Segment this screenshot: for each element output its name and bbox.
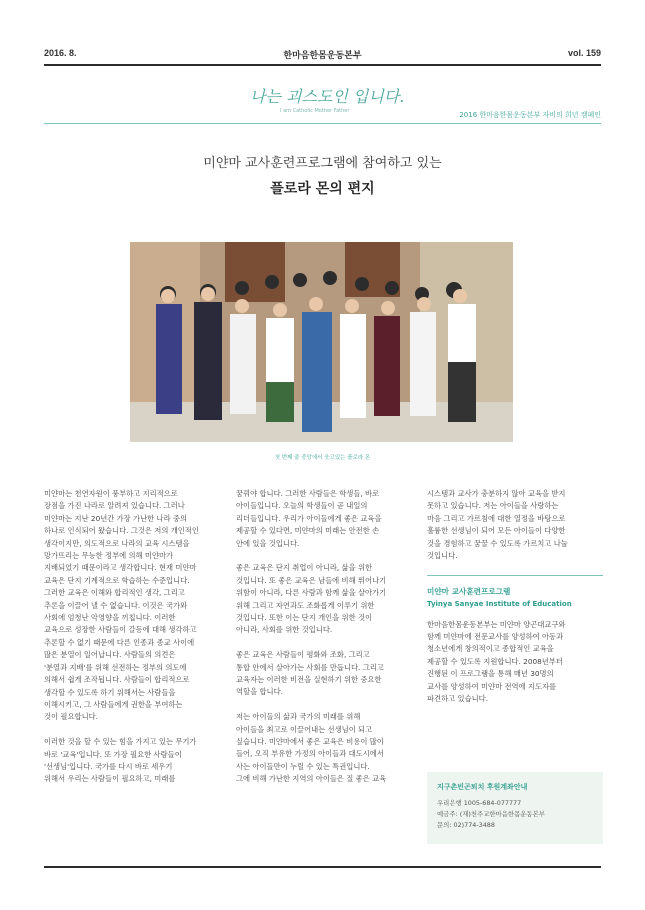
- group-photo-illustration: [130, 242, 513, 442]
- campaign-rule: [44, 123, 601, 124]
- volume-number: vol. 159: [567, 48, 601, 58]
- paragraph: 미얀마는 천연자원이 풍부하고 지리적으로 장점을 가진 나라로 알려져 있습니다. 그러나 미얀마는 지난 20년간 가장 가난한 나라 중의 하나로 인식되어 왔습니다. 그것은 저의 개인적인 생각이지만, 의도적으로 나라의 교육 시스템을 망가뜨리는 무능한 정부에 의해 미얀마가 지배되었기 때문이라고 생각합니다. 현재 미얀마 교육은 단지 기계적으로 학습하는 수준입니다. 그러한 교육은 이해와 합리적인 생각, 그리고 추론을 이끌어 낼 수 없습니다. 이것은 국가와 사회에 엄청난 악영향을 끼칩니다. 이러한 교육으로 성장한 사람들이 갈등에 대해 생각하고 추론할 수 없기 때문에 다른 인종과 종교 사이에 많은 분열이 일어납니다. 사람들의 의견은 '분열과 지배'를 위해 선전하는 정부의 의도에 의해서 쉽게 조작됩니다. 사람들이 합리적으로 생각할 수 있도록 하기 위해서는 사람들을 이해시키고, 그 사람들에게 권한을 부여하는 것이 필요합니다.: [44, 489, 199, 722]
- donation-bank: 우리은행 1005-684-077777: [437, 799, 522, 807]
- header-rule: [44, 64, 601, 66]
- donation-info-box: [427, 772, 603, 844]
- paragraph: 꿈꿔야 합니다. 그러한 사람들은 학생들, 바로 아이들입니다. 오늘의 학생들이 곧 내일의 리더들입니다. 우리가 아이들에게 좋은 교육을 제공할 수 있다면, 미얀마의 미래는 안전한 손 안에 있을 것입니다.: [236, 489, 382, 548]
- logo-subtext: I am Catholic Mother Father: [280, 108, 350, 114]
- paragraph: 시스템과 교사가 충분하지 않아 교육을 받지 못하고 있습니다. 저는 아이들을 사랑하는 마음 그리고 가르침에 대한 열정을 바탕으로 훌륭한 선생님이 되어 모든 아이들이 다양한 것을 경험하고 꿈꿀 수 있도록 가르치고 나눌 것입니다.: [427, 489, 568, 561]
- article-column-1: [44, 488, 222, 798]
- paragraph: 이러한 것을 할 수 있는 힘을 가지고 있는 무기가 바로 '교육'입니다. 또 가장 필요한 사람들이 '선생님'입니다. 국가를 다시 바로 세우기 위해서 우리는 사람들이 필요하고, 미래를: [44, 737, 197, 784]
- campaign-logo: [250, 84, 405, 124]
- section-divider: [427, 575, 603, 576]
- paragraph: 한마음한몸운동본부는 미얀마 양곤대교구와 함께 미얀마에 전문교사를 양성하여 아동과 청소년에게 창의적이고 종합적인 교육을 제공할 수 있도록 지원합니다. 2008년부터 진행된 이 프로그램을 통해 매년 30명의 교사를 양성하여 미얀마 전역에 지도자를 파견하고 있습니다.: [427, 619, 566, 704]
- donation-heading: 지구촌빈곤퇴치 후원계좌안내: [437, 783, 528, 791]
- article-title-line2: 플로라 몬의 편지: [270, 181, 375, 197]
- group-photo: [130, 242, 513, 442]
- paragraph: 좋은 교육은 단지 취업이 아니라, 삶을 위한 것입니다. 또 좋은 교육은 남들에 비해 뛰어나기 위함이 아니라, 다른 사람과 함께 삶을 살아가기 위해 그리고 자연과도 조화롭게 이루기 위한 것입니다. 또한 이는 단지 개인을 위한 것이 아니라, 사회를 위한 것입니다.: [236, 563, 387, 635]
- donation-phone: 문의: 02)774-3488: [437, 821, 495, 829]
- section-heading: 미얀마 교사훈련프로그램: [427, 586, 511, 596]
- paragraph: 저는 아이들의 삶과 국가의 미래를 위해 아이들을 최고로 이끌어내는 선생님이 되고 싶습니다. 미얀마에서 좋은 교육은 비용이 많이 들어, 오직 부유한 가정의 아이들과 대도시에서 사는 아이들만이 누릴 수 있는 특권입니다. 그에 비해 가난한 지역의 아이들은 질 좋은 교육: [236, 712, 387, 784]
- issue-date: 2016. 8.: [44, 48, 77, 58]
- article-column-2: [236, 488, 412, 798]
- photo-caption: 첫 번째 줄 중앙에서 웃고있는 플로라 몬: [274, 455, 371, 461]
- page-header: [44, 36, 601, 60]
- article-column-3: [427, 488, 603, 718]
- logo-text: 나는 괴스도인 입니다.: [250, 87, 405, 106]
- section-subheading: Tyinya Sanyae Institute of Education: [427, 600, 572, 609]
- campaign-label: 2016 한마음한몸운동본부 자비의 희년 캠페인: [459, 111, 601, 119]
- footer-rule: [44, 866, 601, 868]
- paragraph: 좋은 교육은 사람들이 평화와 조화, 그리고 통합 안에서 살아가는 사회를 만듭니다. 그리고 교육자는 이러한 비전을 실현하기 위한 중요한 역할을 합니다.: [236, 650, 384, 697]
- donation-holder: 예금주: (재)천주교한마음한몸운동본부: [437, 810, 545, 818]
- article-title-line1: 미얀마 교사훈련프로그램에 참여하고 있는: [203, 156, 442, 171]
- header-org: 한마음한몸운동본부: [283, 50, 362, 60]
